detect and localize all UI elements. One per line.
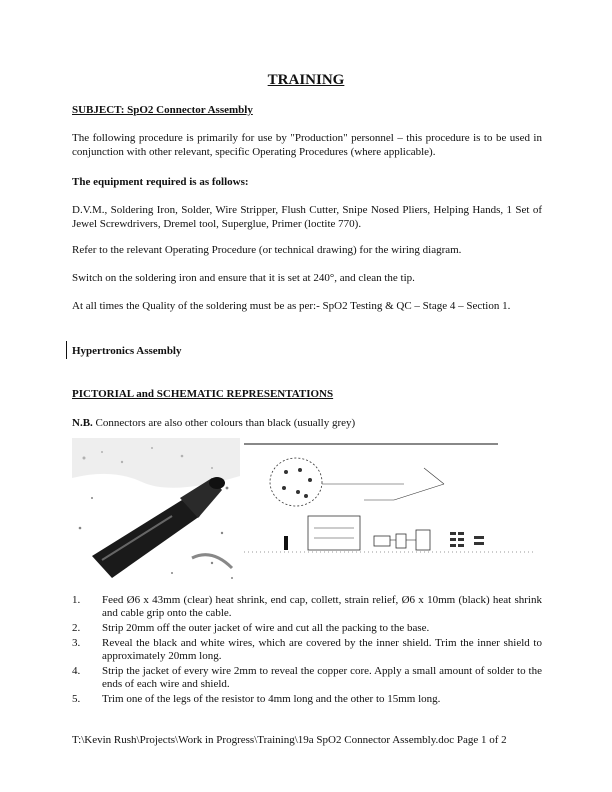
list-item xyxy=(72,665,542,691)
step-text: Reveal the black and white wires, which are covered by the inner shield. Trim the inner shield to approximately 20mm long. xyxy=(102,637,542,662)
step-number: 2. xyxy=(72,622,81,634)
equipment-heading: The equipment required is as follows: xyxy=(72,176,249,188)
document-title: TRAINING xyxy=(267,72,345,88)
procedure-steps xyxy=(72,594,542,708)
pictorial-heading: PICTORIAL and SCHEMATIC REPRESENTATIONS xyxy=(72,388,334,400)
step-text: Trim one of the legs of the resistor to 4mm long and the other to 15mm long. xyxy=(102,693,441,705)
nb-text: Connectors are also other colours than black (usually grey) xyxy=(92,417,356,429)
nb-note xyxy=(72,417,355,429)
intro-paragraph: The following procedure is primarily for use by "Production" personnel – this procedure is to be used in conjunction with other relevant, specific Operating Procedures (where applicable). xyxy=(72,132,542,158)
refer-paragraph: Refer to the relevant Operating Procedure (or technical drawing) for the wiring diagram. xyxy=(72,244,462,256)
nb-label: N.B. xyxy=(72,417,93,429)
schematic-diagram xyxy=(244,440,542,586)
quality-paragraph: At all times the Quality of the soldering must be as per:- SpO2 Testing & QC – Stage 4 – Section 1. xyxy=(72,300,511,312)
equipment-list: D.V.M., Soldering Iron, Solder, Wire Stripper, Flush Cutter, Snipe Nosed Pliers, Helping Hands, 1 Set of Jewel Screwdrivers, Dremel tool, Superglue, Primer (loctite 770). xyxy=(72,204,542,230)
subject-heading: SUBJECT: SpO2 Connector Assembly xyxy=(72,104,253,116)
page-footer: T:\Kevin Rush\Projects\Work in Progress\Training\19a SpO2 Connector Assembly.doc Page 1 of 2 xyxy=(72,734,507,746)
list-item xyxy=(72,594,542,620)
step-number: 4. xyxy=(72,665,81,677)
hypertronics-heading: Hypertronics Assembly xyxy=(72,345,182,357)
step-number: 5. xyxy=(72,693,81,705)
list-item xyxy=(72,693,542,706)
switch-on-paragraph: Switch on the soldering iron and ensure that it is set at 240°, and clean the tip. xyxy=(72,272,415,284)
step-number: 1. xyxy=(72,594,81,606)
revision-bar xyxy=(66,341,67,359)
step-number: 3. xyxy=(72,637,81,649)
list-item xyxy=(72,637,542,663)
step-text: Strip 20mm off the outer jacket of wire and cut all the packing to the base. xyxy=(102,622,430,634)
list-item xyxy=(72,622,542,635)
step-text: Feed Ø6 x 43mm (clear) heat shrink, end cap, collett, strain relief, Ø6 x 10mm (black) heat shrink and cable grip onto the cable. xyxy=(102,594,542,619)
connector-photo xyxy=(72,438,240,584)
step-text: Strip the jacket of every wire 2mm to reveal the copper core. Apply a small amount of solder to the ends of each wire and shield. xyxy=(102,665,542,690)
